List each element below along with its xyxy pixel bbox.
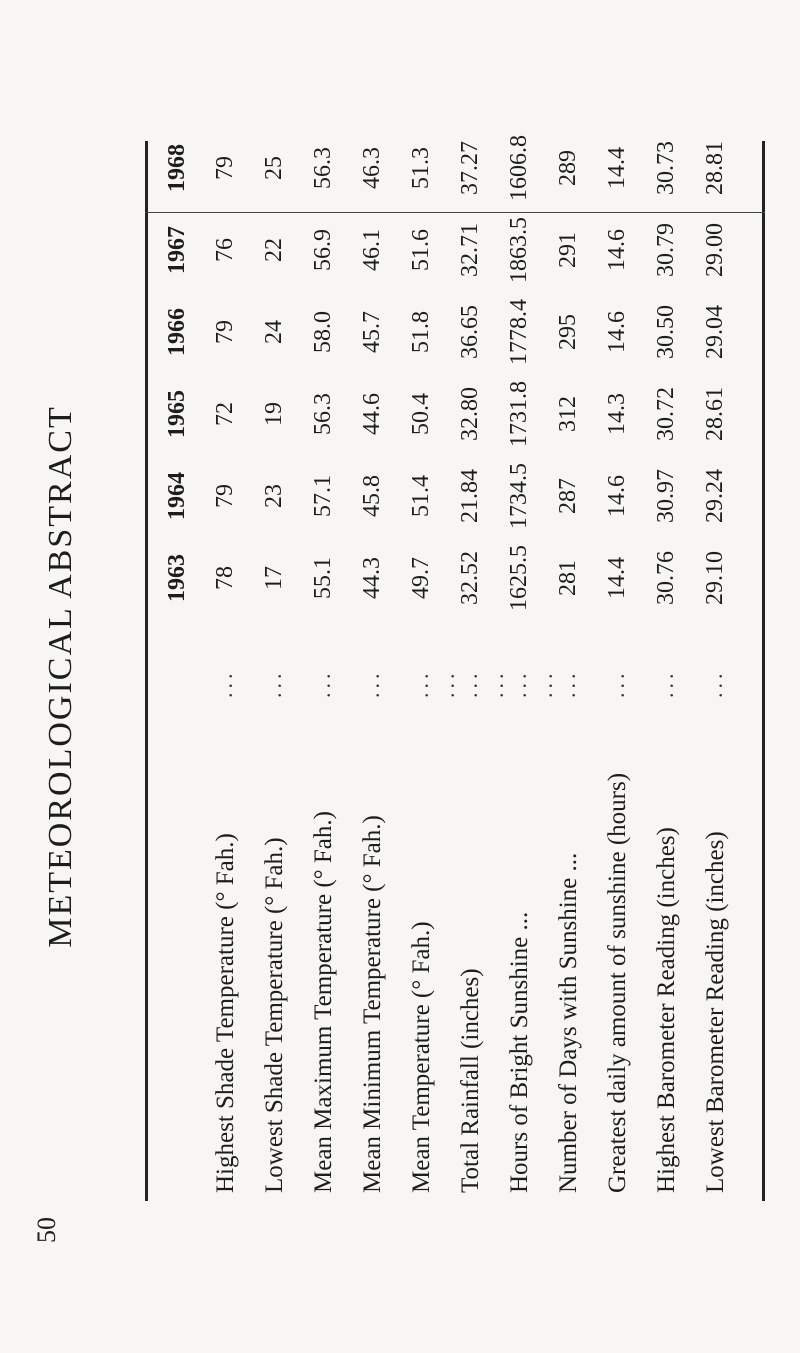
- table-cell: 14.6: [604, 311, 630, 353]
- table-row: [555, 0, 607, 1193]
- row-leader-dots: ... ...: [408, 669, 459, 698]
- row-label: Lowest Shade Temperature (° Fah.): [261, 837, 288, 1193]
- table-row: [653, 0, 705, 1193]
- table-cell: 51.6: [408, 229, 434, 271]
- row-leader-dots: ...: [604, 669, 629, 698]
- table-cell: 30.76: [653, 551, 679, 605]
- table-cell: 1734.5: [506, 463, 532, 529]
- table-cell: 57.1: [310, 475, 336, 517]
- table-cell: 14.6: [604, 475, 630, 517]
- table-row: [457, 0, 509, 1193]
- year-header: 1967: [164, 226, 190, 274]
- table-cell: 72: [212, 402, 238, 426]
- table-cell: 45.8: [359, 475, 385, 517]
- table-row: [702, 0, 754, 1193]
- table-cell: 24: [261, 320, 287, 344]
- page-number: 50: [32, 1217, 61, 1243]
- table-cell: 46.1: [359, 229, 385, 271]
- year-header: 1968: [164, 144, 190, 192]
- row-leader-dots: ...: [261, 669, 286, 698]
- table-cell: 1863.5: [506, 217, 532, 283]
- table-row: [408, 0, 460, 1193]
- year-header: 1965: [164, 390, 190, 438]
- table-cell: 32.80: [457, 387, 483, 441]
- table-cell: 1731.8: [506, 381, 532, 447]
- table-cell: 29.00: [702, 223, 728, 277]
- table-cell: 51.4: [408, 475, 434, 517]
- table-cell: 21.84: [457, 469, 483, 523]
- table-cell: 30.72: [653, 387, 679, 441]
- year-header: 1963: [164, 554, 190, 602]
- table-top-rule: [145, 141, 148, 1201]
- table-cell: 56.9: [310, 229, 336, 271]
- table-cell: 289: [555, 150, 581, 186]
- table-cell: 281: [555, 560, 581, 596]
- table-cell: 29.04: [702, 305, 728, 359]
- row-label: Greatest daily amount of sunshine (hours): [604, 772, 631, 1193]
- table-cell: 79: [212, 484, 238, 508]
- table-cell: 55.1: [310, 557, 336, 599]
- table-cell: 1606.8: [506, 135, 532, 201]
- table-cell: 51.8: [408, 311, 434, 353]
- table-cell: 44.6: [359, 393, 385, 435]
- table-cell: 58.0: [310, 311, 336, 353]
- table-cell: 56.3: [310, 147, 336, 189]
- table-row: [261, 0, 313, 1193]
- table-cell: 287: [555, 478, 581, 514]
- table-cell: 46.3: [359, 147, 385, 189]
- table-cell: 44.3: [359, 557, 385, 599]
- table-cell: 51.3: [408, 147, 434, 189]
- table-cell: 29.24: [702, 469, 728, 523]
- page-title: METEOROLOGICAL ABSTRACT: [42, 405, 79, 948]
- table-cell: 29.10: [702, 551, 728, 605]
- table-cell: 1778.4: [506, 299, 532, 365]
- table-cell: 28.61: [702, 387, 728, 441]
- row-label: Hours of Bright Sunshine ...: [506, 911, 533, 1193]
- table-row: [359, 0, 411, 1193]
- row-leader-dots: ...: [212, 669, 237, 698]
- row-label: Number of Days with Sunshine ...: [555, 852, 582, 1193]
- row-leader-dots: ...: [359, 669, 384, 698]
- table-cell: 32.52: [457, 551, 483, 605]
- table-cell: 76: [212, 238, 238, 262]
- table-bottom-rule: [762, 141, 765, 1201]
- table-cell: 23: [261, 484, 287, 508]
- table-cell: 291: [555, 232, 581, 268]
- table-cell: 1625.5: [506, 545, 532, 611]
- table-cell: 56.3: [310, 393, 336, 435]
- row-label: Mean Minimum Temperature (° Fah.): [359, 815, 386, 1193]
- row-leader-dots: ... ...: [506, 669, 557, 698]
- row-label: Lowest Barometer Reading (inches): [702, 831, 729, 1193]
- table-cell: 30.79: [653, 223, 679, 277]
- table-cell: 49.7: [408, 557, 434, 599]
- table-cell: 50.4: [408, 393, 434, 435]
- table-cell: 36.65: [457, 305, 483, 359]
- table-cell: 30.50: [653, 305, 679, 359]
- table-row: [604, 0, 656, 1193]
- table-cell: 32.71: [457, 223, 483, 277]
- table-cell: 17: [261, 566, 287, 590]
- table-header-row: [150, 0, 200, 953]
- row-leader-dots: ...: [653, 669, 678, 698]
- table-cell: 28.81: [702, 141, 728, 195]
- table-row: [310, 0, 362, 1193]
- table-cell: 79: [212, 156, 238, 180]
- row-label: Total Rainfall (inches): [457, 968, 484, 1193]
- row-leader-dots: ...: [702, 669, 727, 698]
- table-cell: 30.73: [653, 141, 679, 195]
- year-header: 1966: [164, 308, 190, 356]
- table-cell: 295: [555, 314, 581, 350]
- row-leader-dots: ...: [555, 669, 580, 698]
- table-row: [506, 0, 558, 1193]
- table-cell: 25: [261, 156, 287, 180]
- row-leader-dots: ... ...: [457, 669, 508, 698]
- table-cell: 22: [261, 238, 287, 262]
- table-cell: 30.97: [653, 469, 679, 523]
- table-cell: 312: [555, 396, 581, 432]
- table-cell: 79: [212, 320, 238, 344]
- table-cell: 14.3: [604, 393, 630, 435]
- table-cell: 37.27: [457, 141, 483, 195]
- table-cell: 78: [212, 566, 238, 590]
- year-header: 1964: [164, 472, 190, 520]
- table-cell: 14.4: [604, 557, 630, 599]
- table-row: [212, 0, 264, 1193]
- table-cell: 19: [261, 402, 287, 426]
- row-label: Mean Maximum Temperature (° Fah.): [310, 811, 337, 1193]
- row-leader-dots: ...: [310, 669, 335, 698]
- row-label: Highest Barometer Reading (inches): [653, 827, 680, 1193]
- table-cell: 14.4: [604, 147, 630, 189]
- row-label: Mean Temperature (° Fah.): [408, 921, 435, 1193]
- table-cell: 45.7: [359, 311, 385, 353]
- table-cell: 14.6: [604, 229, 630, 271]
- row-label: Highest Shade Temperature (° Fah.): [212, 833, 239, 1193]
